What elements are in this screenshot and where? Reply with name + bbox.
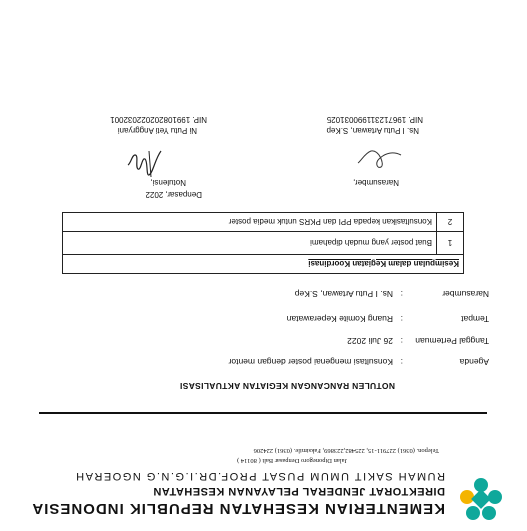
- signature-notulensi-icon: [125, 145, 165, 181]
- field-value-agenda: Konsultasi mengenai poster dengan mentor: [228, 357, 393, 367]
- field-sep: :: [400, 289, 403, 299]
- header-address: Jalan Diponegoro Denpasar Bali ( 80114 ): [237, 457, 347, 464]
- conclusion-table: [62, 212, 464, 274]
- header-phone: Telepon. (0361) 227911-15, 225482,223869, Faksimile. (0361) 224206: [253, 447, 439, 454]
- header-divider: [39, 412, 487, 414]
- field-sep: :: [400, 314, 403, 324]
- page-title: NOTULEN RANCANGAN KEGIATAN AKTUALISASI: [179, 381, 395, 391]
- table-cell-text: Buat poster yang mudah dipahami: [63, 232, 437, 255]
- table-heading-row: [63, 255, 464, 274]
- kemenkes-logo-icon: [457, 477, 505, 523]
- table-row: [63, 213, 464, 232]
- field-value-speaker: Ns. I Putu Artawan, S.Kep: [294, 289, 393, 299]
- sign-place-date: Denpasar, 2022: [145, 190, 202, 199]
- field-sep: :: [400, 357, 403, 367]
- table-cell-no: 1: [437, 232, 464, 255]
- sign-role-notulensi: Notulensi,: [150, 178, 186, 187]
- field-label-place: Tempat: [461, 314, 489, 324]
- field-label-agenda: Agenda: [459, 357, 489, 367]
- field-label-speaker: Narasumber: [442, 289, 489, 299]
- field-sep: :: [400, 336, 403, 346]
- table-cell-text: Konsultasikan kepada PPI dan PKRS untuk media poster: [63, 213, 437, 232]
- sign-name-notulensi: Ni Putu Yeti Anggryani: [117, 126, 197, 135]
- sign-name-narasumber: Ns. I Putu Artawan, S.Kep: [326, 126, 419, 135]
- table-heading-text: Kesimpulan dalam Kegiatan Koordinasi: [308, 259, 459, 269]
- header-hospital: RUMAH SAKIT UMUM PUSAT PROF.DR.I.G.N.G NGOERAH: [74, 470, 445, 482]
- field-value-date: 26 Juli 2022: [347, 336, 393, 346]
- header-directorate: DIREKTORAT JENDERAL PELAYANAN KESEHATAN: [152, 485, 445, 497]
- table-heading: [63, 255, 464, 274]
- sign-role-narasumber: Narasumber,: [353, 178, 399, 187]
- table-row: [63, 232, 464, 255]
- sign-nip-notulensi: NIP. 199108202022032001: [110, 115, 207, 124]
- sign-nip-narasumber: NIP. 196712311990031025: [326, 115, 423, 124]
- signature-narasumber-icon: [355, 143, 405, 173]
- table-cell-no: 2: [437, 213, 464, 232]
- field-label-date: Tanggal Pertemuan: [415, 336, 489, 346]
- header-ministry: KEMENTERIAN KESEHATAN REPUBLIK INDONESIA: [31, 500, 445, 517]
- field-value-place: Ruang Komite Keperawatan: [286, 314, 393, 324]
